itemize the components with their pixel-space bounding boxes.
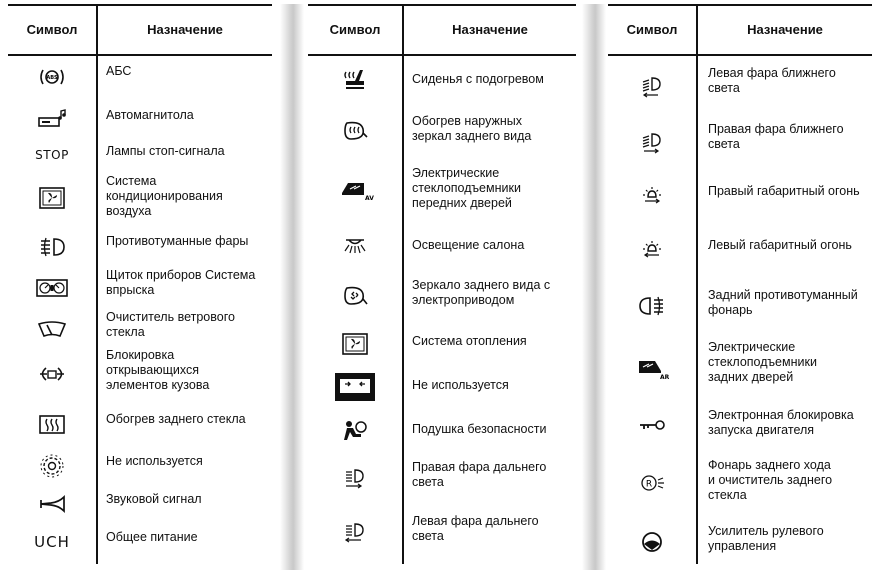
immobilizer-key-icon: [608, 404, 696, 446]
list-item: [308, 510, 576, 556]
item-label: Обогрев заднего стекла: [106, 412, 246, 426]
heating-fan-icon: [308, 326, 402, 362]
abs-icon: [8, 60, 96, 94]
item-label: Система отопления: [412, 334, 527, 348]
item-label: Освещение салона: [412, 238, 525, 252]
item-label: Усилитель рулевого управления: [708, 524, 824, 553]
item-label: Электрические стеклоподъемники задних дверей: [708, 340, 817, 384]
interior-light-icon: [308, 228, 402, 264]
left-low-beam-icon: [608, 62, 696, 112]
not-used-box-icon: [308, 366, 402, 408]
list-item: [8, 230, 272, 264]
list-item: [8, 102, 272, 136]
power-steering-icon: [608, 520, 696, 564]
horn-icon: [8, 486, 96, 522]
reverse-light-icon: [608, 456, 696, 510]
item-label: Правый габаритный огонь: [708, 184, 860, 198]
item-label: Звуковой сигнал: [106, 492, 202, 506]
fog-lamp-front-icon: [8, 230, 96, 264]
instrument-panel-icon: [8, 268, 96, 308]
header-purpose: Назначение: [147, 22, 223, 37]
front-window-lift-icon: [308, 164, 402, 216]
list-item: [308, 108, 576, 154]
list-item: [308, 456, 576, 502]
power-mirror-icon: [308, 274, 402, 320]
item-label: Система кондиционирования воздуха: [106, 174, 223, 218]
left-high-beam-icon: [308, 510, 402, 556]
list-item: [8, 448, 272, 484]
mirror-heating-icon: [308, 108, 402, 154]
list-item: [308, 366, 576, 408]
symbol-table-3: [608, 4, 872, 564]
list-item: [8, 486, 272, 522]
list-item: [8, 524, 272, 560]
list-item: [308, 164, 576, 216]
table-header: [308, 4, 576, 56]
list-item: [608, 174, 872, 220]
item-label: Автомагнитола: [106, 108, 194, 122]
table-header: [608, 4, 872, 56]
svg-text:AR: AR: [660, 374, 670, 381]
symbol-table-2: [308, 4, 576, 564]
not-used-circle-icon: [8, 448, 96, 484]
list-item: [8, 140, 272, 170]
item-label: Подушка безопасности: [412, 422, 547, 436]
list-item: [8, 406, 272, 444]
header-symbol: Символ: [626, 22, 678, 37]
list-item: [608, 340, 872, 396]
item-label: Щиток приборов Система впрыска: [106, 268, 256, 297]
list-item: [608, 284, 872, 328]
item-label: Левая фара ближнего света: [708, 66, 836, 95]
right-high-beam-icon: [308, 456, 402, 502]
item-label: Обогрев наружных зеркал заднего вида: [412, 114, 532, 143]
rear-window-defrost-icon: [8, 406, 96, 444]
item-label: Сиденья с подогревом: [412, 72, 544, 86]
header-symbol: Символ: [26, 22, 78, 37]
svg-text:R: R: [645, 479, 653, 490]
list-item: [8, 268, 272, 308]
list-item: [308, 62, 576, 98]
column-separator: [280, 4, 304, 570]
item-label: Электрические стеклоподъемники передних дверей: [412, 166, 521, 210]
car-radio-icon: [8, 102, 96, 136]
airbag-icon: [308, 410, 402, 450]
stop-text-icon: STOP: [35, 148, 69, 162]
column-separator: [582, 4, 606, 570]
rear-window-lift-icon: [608, 340, 696, 396]
list-item: [608, 456, 872, 510]
list-item: [308, 274, 576, 320]
list-item: [308, 410, 576, 450]
item-label: Блокировка открывающихся элементов кузова: [106, 348, 210, 392]
svg-text:AV: AV: [365, 195, 374, 202]
list-item: [8, 60, 272, 94]
table-header: [8, 4, 272, 56]
list-item: [8, 172, 272, 224]
windshield-wiper-icon: [8, 310, 96, 348]
right-low-beam-icon: [608, 118, 696, 168]
item-label: Общее питание: [106, 530, 198, 544]
header-purpose: Назначение: [452, 22, 528, 37]
door-lock-icon: [8, 346, 96, 402]
list-item: [8, 310, 272, 348]
air-conditioning-fan-icon: [8, 172, 96, 224]
item-label: Правая фара ближнего света: [708, 122, 844, 151]
list-item: [8, 346, 272, 402]
item-label: Очиститель ветрового стекла: [106, 310, 235, 339]
item-label: Правая фара дальнего света: [412, 460, 547, 489]
item-label: Левая фара дальнего света: [412, 514, 539, 543]
list-item: [608, 404, 872, 446]
heated-seat-icon: [308, 62, 402, 98]
rear-fog-lamp-icon: [608, 284, 696, 328]
item-label: Задний противотуманный фонарь: [708, 288, 858, 317]
item-label: Левый габаритный огонь: [708, 238, 852, 252]
list-item: [308, 326, 576, 362]
header-purpose: Назначение: [747, 22, 823, 37]
list-item: [608, 62, 872, 112]
item-label: АБС: [106, 64, 132, 78]
item-label: Лампы стоп-сигнала: [106, 144, 225, 158]
item-label: Электронная блокировка запуска двигателя: [708, 408, 854, 437]
right-side-light-icon: [608, 174, 696, 220]
item-label: Не используется: [412, 378, 509, 392]
header-symbol: Символ: [329, 22, 381, 37]
left-side-light-icon: [608, 228, 696, 274]
item-label: Не используется: [106, 454, 203, 468]
list-item: [308, 228, 576, 264]
list-item: [608, 228, 872, 274]
item-label: Противотуманные фары: [106, 234, 249, 248]
item-label: Зеркало заднего вида с электроприводом: [412, 278, 551, 307]
list-item: [608, 118, 872, 168]
uch-text-icon: UCH: [34, 533, 70, 551]
symbol-table-1: [8, 4, 272, 564]
list-item: [608, 520, 872, 564]
svg-text:ABS: ABS: [46, 75, 58, 81]
item-label: Фонарь заднего хода и очиститель заднего стекла: [708, 458, 833, 502]
